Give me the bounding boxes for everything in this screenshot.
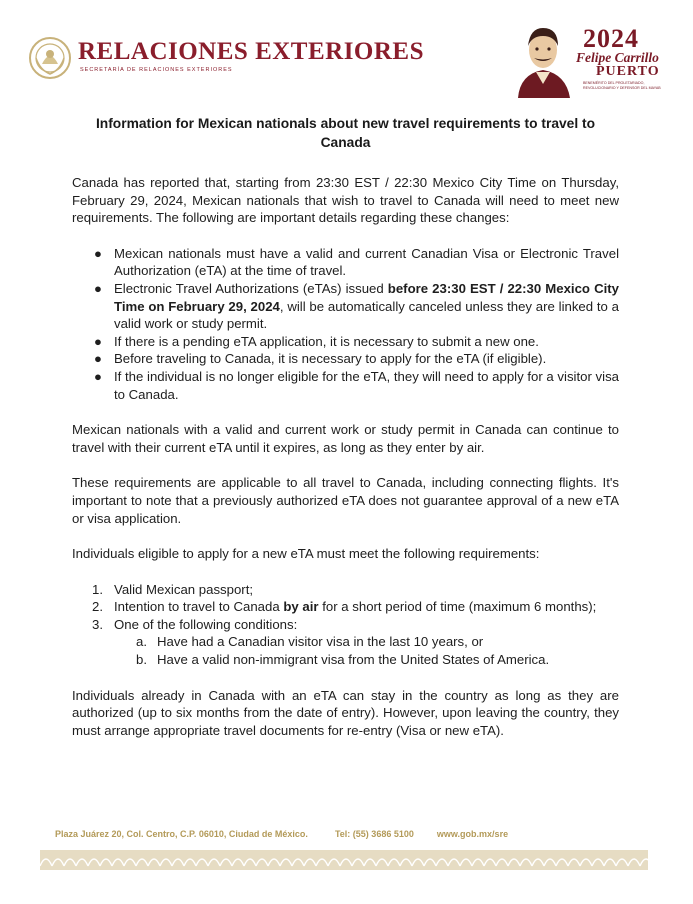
footer-address: Plaza Juárez 20, Col. Centro, C.P. 06010, Ciudad de México. (55, 829, 308, 839)
footer-contact (55, 829, 508, 839)
list-item: 2. Intention to travel to Canada by air for a short period of time (maximum 6 months); (92, 599, 597, 615)
commemorative-tagline: BENEMÉRITO DEL PROLETARIADO, REVOLUCIONARIO Y DEFENSOR DEL MAYAB (583, 81, 661, 90)
bullet-icon: ● (94, 368, 102, 384)
bullet-icon: ● (94, 245, 102, 261)
requirements-bullet-list (72, 245, 619, 403)
bullet-icon: ● (94, 333, 102, 349)
list-item: ● If the individual is no longer eligible for the eTA, they will need to apply for a visitor visa to Canada. (94, 368, 619, 402)
list-item: ● Before traveling to Canada, it is necessary to apply for the eTA (if eligible). (94, 351, 547, 367)
final-paragraph: Individuals already in Canada with an eTA can stay in the country as long as they are authorized (up to six months from the date of entry). However, upon leaving the country, they must arrange appropriate travel documents for re-entry (Visa or new eTA). (72, 687, 619, 738)
commemorative-name-line1: Felipe Carrillo (576, 50, 659, 65)
footer-website: www.gob.mx/sre (436, 829, 509, 839)
list-item: ● Electronic Travel Authorizations (eTAs) issued before 23:30 EST / 22:30 Mexico City Time on February 29, 2024, will be automatically canceled unless they are linked to a valid work or study permit. (94, 280, 619, 332)
list-item: ● If there is a pending eTA application, it is necessary to submit a new one. (94, 333, 539, 349)
list-item: 1. Valid Mexican passport; (92, 581, 254, 597)
bullet-icon: ● (94, 280, 102, 296)
footer-phone: Tel: (55) 3686 5100 (334, 829, 414, 839)
bullet-icon: ● (94, 351, 102, 367)
org-title: RELACIONES EXTERIORES (78, 38, 425, 65)
eligibility-numbered-list (72, 581, 619, 669)
list-item: 3. One of the following conditions: a. Have had a Canadian visitor visa in the last 10 years, or b. Have a valid non-immigrant visa from the United States of America. (72, 616, 619, 669)
portrait-illustration (512, 18, 574, 98)
list-item: ● Mexican nationals must have a valid and current Canadian Visa or Electronic Travel Authorization (eTA) at the time of travel. (94, 245, 619, 279)
applicable-paragraph: These requirements are applicable to all travel to Canada, including connecting flights. It's important to note that a previously authorized eTA does not guarantee approval of a new eTA or visa application. (72, 475, 619, 526)
national-seal-icon (28, 36, 72, 80)
list-item: a. Have had a Canadian visitor visa in the last 10 years, or (136, 634, 484, 650)
conditions-sublist (114, 633, 619, 668)
document-body (72, 114, 619, 739)
letterhead (28, 24, 668, 100)
year-logo: 2024 (583, 24, 639, 53)
intro-paragraph: Canada has reported that, starting from 23:30 EST / 22:30 Mexico City Time on Thursday, February 29, 2024, Mexican nationals that wish to travel to Canada will need to meet new requirements. The following are important details regarding these changes: (72, 175, 619, 226)
list-item: b. Have a valid non-immigrant visa from the United States of America. (136, 652, 550, 668)
org-subtitle: SECRETARÍA DE RELACIONES EXTERIORES (80, 67, 233, 73)
commemorative-name-line2: PUERTO (596, 64, 660, 79)
decorative-border-pattern (40, 850, 648, 870)
document-title: Information for Mexican nationals about new travel requirements to travel to Canada (95, 116, 596, 150)
eligibility-paragraph: Individuals eligible to apply for a new eTA must meet the following requirements: (72, 546, 540, 562)
permit-paragraph: Mexican nationals with a valid and current work or study permit in Canada can continue to travel with their current eTA until it expires, as long as they enter by air. (72, 422, 619, 455)
